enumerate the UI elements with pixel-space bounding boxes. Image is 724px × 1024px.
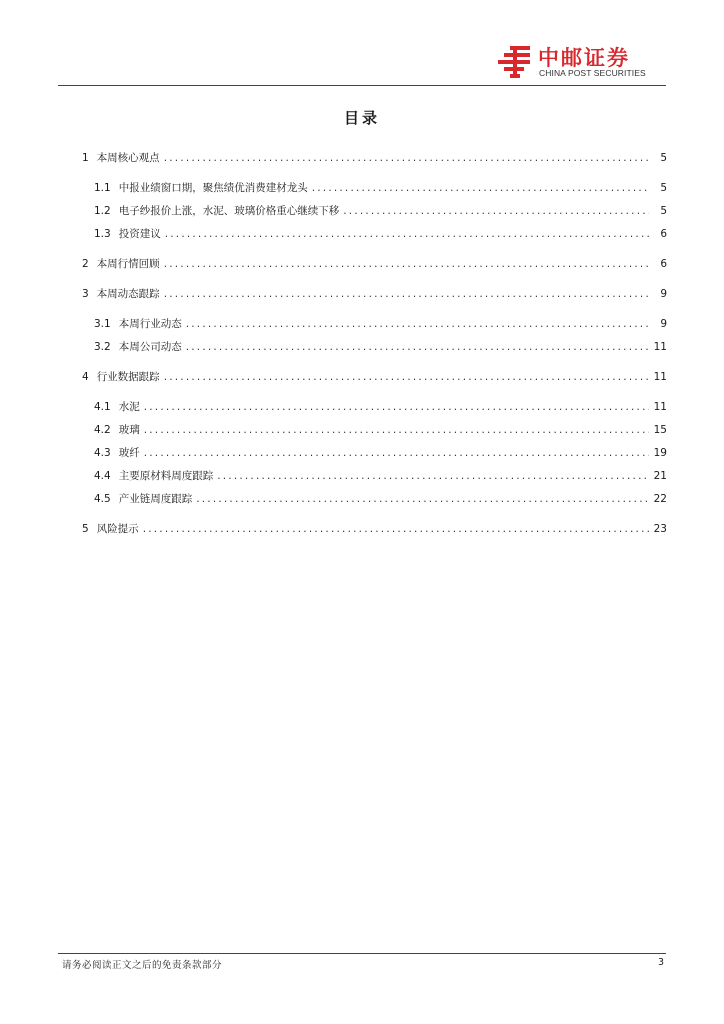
toc-entry[interactable] — [82, 257, 667, 271]
toc-entry-number: 1.2 — [94, 205, 111, 217]
toc-entry[interactable] — [94, 204, 667, 218]
toc-entry-page: 11 — [653, 401, 667, 413]
toc-entry-title: 产业链周度跟踪 — [118, 493, 193, 505]
toc-entry[interactable] — [94, 317, 667, 331]
page-number: 3 — [657, 957, 664, 968]
logo-english-name: CHINA POST SECURITIES — [539, 68, 646, 78]
toc-entry-title: 电子纱报价上涨，水泥、玻璃价格重心继续下移 — [118, 205, 340, 217]
toc-entry[interactable] — [82, 522, 667, 536]
toc-dot-leader — [196, 492, 649, 506]
toc-entry-number: 5 — [82, 523, 89, 535]
toc-entry-title: 玻纤 — [118, 447, 140, 459]
toc-entry-number: 3 — [82, 288, 89, 300]
toc-entry-title: 本周行业动态 — [118, 318, 182, 330]
toc-entry-page: 11 — [653, 341, 667, 353]
toc-entry[interactable] — [82, 287, 667, 301]
disclaimer-note: 请务必阅读正文之后的免责条款部分 — [62, 960, 223, 971]
toc-entry-number: 4.2 — [94, 424, 111, 436]
toc-entry[interactable] — [94, 400, 667, 414]
toc-entry-number: 3.1 — [94, 318, 111, 330]
toc-entry[interactable] — [94, 469, 667, 483]
toc-entry-page: 22 — [653, 493, 667, 505]
toc-entry-page: 6 — [660, 258, 667, 270]
header-divider — [58, 85, 666, 86]
toc-dot-leader — [164, 151, 649, 165]
toc-entry-title: 玻璃 — [118, 424, 140, 436]
toc-entry-title: 中报业绩窗口期，聚焦绩优消费建材龙头 — [118, 182, 308, 194]
toc-dot-leader — [186, 340, 649, 354]
toc-entry-title: 风险提示 — [96, 523, 139, 535]
toc-entry-number: 1 — [82, 152, 89, 164]
toc-dot-leader — [217, 469, 649, 483]
toc-entry-title: 本周行情回顾 — [96, 258, 160, 270]
toc-dot-leader — [164, 287, 649, 301]
toc-entry-number: 4.4 — [94, 470, 111, 482]
toc-entry-title: 投资建议 — [118, 228, 161, 240]
toc-dot-leader — [343, 204, 649, 218]
toc-dot-leader — [164, 257, 649, 271]
company-logo — [496, 42, 666, 82]
toc-entry-number: 1.3 — [94, 228, 111, 240]
toc-entry-page: 6 — [660, 228, 667, 240]
toc-entry[interactable] — [82, 151, 667, 165]
toc-entry-title: 本周动态跟踪 — [96, 288, 160, 300]
toc-entry-number: 3.2 — [94, 341, 111, 353]
toc-entry-page: 9 — [660, 318, 667, 330]
toc-entry-page: 21 — [653, 470, 667, 482]
toc-entry-page: 5 — [660, 205, 667, 217]
toc-entry-title: 水泥 — [118, 401, 140, 413]
toc-title: 目录 — [343, 109, 380, 127]
footer-divider — [58, 953, 666, 954]
toc-entry-title: 行业数据跟踪 — [96, 371, 160, 383]
toc-entry-number: 2 — [82, 258, 89, 270]
toc-dot-leader — [144, 446, 649, 460]
toc-entry-number: 4 — [82, 371, 89, 383]
china-post-logo-icon — [496, 44, 534, 80]
toc-dot-leader — [143, 522, 649, 536]
toc-entry-number: 4.1 — [94, 401, 111, 413]
toc-entry[interactable] — [94, 340, 667, 354]
toc-entry-page: 9 — [660, 288, 667, 300]
toc-entry-page: 15 — [653, 424, 667, 436]
toc-entry[interactable] — [94, 492, 667, 506]
toc-dot-leader — [164, 370, 649, 384]
toc-entry[interactable] — [82, 370, 667, 384]
toc-entry-page: 5 — [660, 152, 667, 164]
toc-dot-leader — [165, 227, 649, 241]
toc-dot-leader — [312, 181, 649, 195]
toc-entry-title: 本周公司动态 — [118, 341, 182, 353]
toc-entry-page: 5 — [660, 182, 667, 194]
toc-dot-leader — [144, 400, 649, 414]
toc-entry-page: 19 — [653, 447, 667, 459]
toc-entry[interactable] — [94, 227, 667, 241]
toc-entry[interactable] — [94, 446, 667, 460]
logo-chinese-name: 中邮证券 — [538, 46, 630, 70]
toc-entry-number: 4.5 — [94, 493, 111, 505]
toc-entry[interactable] — [94, 181, 667, 195]
toc-dot-leader — [144, 423, 649, 437]
toc-entry-title: 主要原材料周度跟踪 — [118, 470, 214, 482]
toc-entry-page: 11 — [653, 371, 667, 383]
toc-entry[interactable] — [94, 423, 667, 437]
toc-entry-page: 23 — [653, 523, 667, 535]
toc-dot-leader — [186, 317, 649, 331]
toc-entry-title: 本周核心观点 — [96, 152, 160, 164]
toc-entry-number: 4.3 — [94, 447, 111, 459]
toc-entry-number: 1.1 — [94, 182, 111, 194]
